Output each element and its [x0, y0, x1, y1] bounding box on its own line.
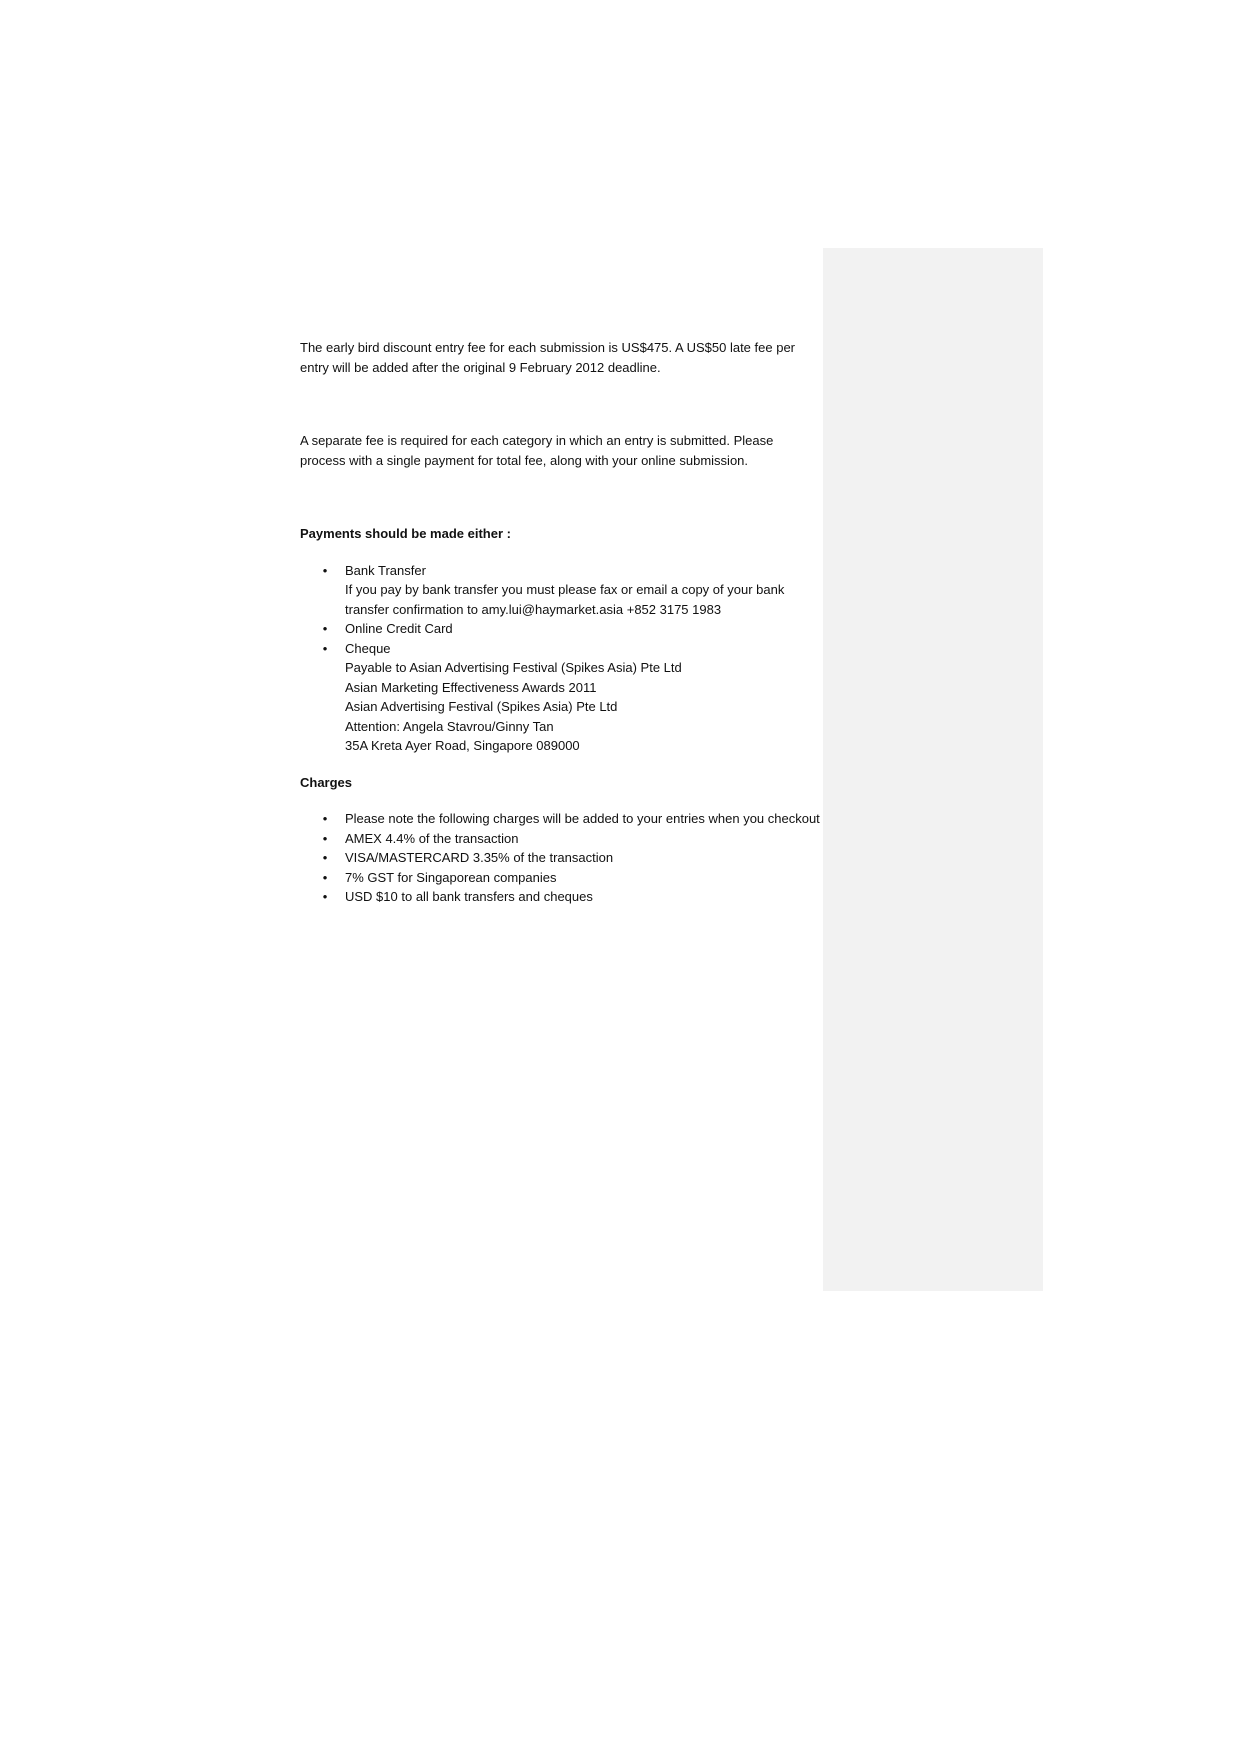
document-body [300, 338, 820, 907]
bullet-icon: • [322, 889, 328, 904]
list-item-online-credit-card [300, 619, 820, 639]
bullet-icon: • [322, 562, 328, 578]
bullet-icon: • [322, 811, 328, 826]
bullet-icon: • [322, 621, 328, 636]
bullet-icon: • [322, 640, 328, 656]
cheque-attention-line: Attention: Angela Stavrou/Ginny Tan [345, 718, 554, 734]
bank-transfer-instructions: If you pay by bank transfer you must please fax or email a copy of your bank transfer confirmation to amy.lui@haymarket.asia +852 3175 1983 [345, 582, 785, 617]
list-item-bank-transfer [300, 561, 820, 620]
separate-fee-paragraph: A separate fee is required for each category in which an entry is submitted. Please process with a single payment for total fee, along with your online submission. [300, 433, 774, 468]
list-item-cheque [300, 639, 820, 756]
payment-method-label: Cheque [345, 640, 391, 656]
payment-method-label: Online Credit Card [345, 621, 453, 636]
payment-methods-list [300, 561, 820, 756]
list-item-gst-charge [300, 868, 820, 888]
list-item-bank-cheque-charge [300, 887, 820, 907]
cheque-payee-line: Payable to Asian Advertising Festival (Spikes Asia) Pte Ltd [345, 660, 682, 675]
cheque-address-line: 35A Kreta Ayer Road, Singapore 089000 [345, 738, 580, 753]
payments-heading: Payments should be made either : [300, 526, 511, 541]
charge-text: 7% GST for Singaporean companies [345, 869, 557, 885]
cheque-company-line: Asian Advertising Festival (Spikes Asia) Pte Ltd [345, 699, 618, 714]
comment-margin-panel [823, 248, 1043, 1291]
list-item-amex-charge [300, 829, 820, 849]
charges-list [300, 809, 820, 907]
charge-text: Please note the following charges will be added to your entries when you checkout [345, 811, 820, 826]
charges-heading: Charges [300, 774, 353, 790]
charge-text: USD $10 to all bank transfers and cheques [345, 889, 593, 904]
charge-text: AMEX 4.4% of the transaction [345, 830, 519, 846]
bullet-icon: • [322, 869, 328, 885]
charge-text: VISA/MASTERCARD 3.35% of the transaction [345, 850, 614, 865]
bullet-icon: • [322, 850, 328, 865]
bullet-icon: • [322, 830, 328, 846]
early-bird-fee-paragraph: The early bird discount entry fee for each submission is US$475. A US$50 late fee per entry will be added after the original 9 February 2012 deadline. [300, 340, 795, 375]
list-item-charges-note [300, 809, 820, 829]
payment-method-label: Bank Transfer [345, 562, 426, 578]
cheque-awards-line: Asian Marketing Effectiveness Awards 2011 [345, 679, 597, 695]
list-item-visa-mastercard-charge [300, 848, 820, 868]
